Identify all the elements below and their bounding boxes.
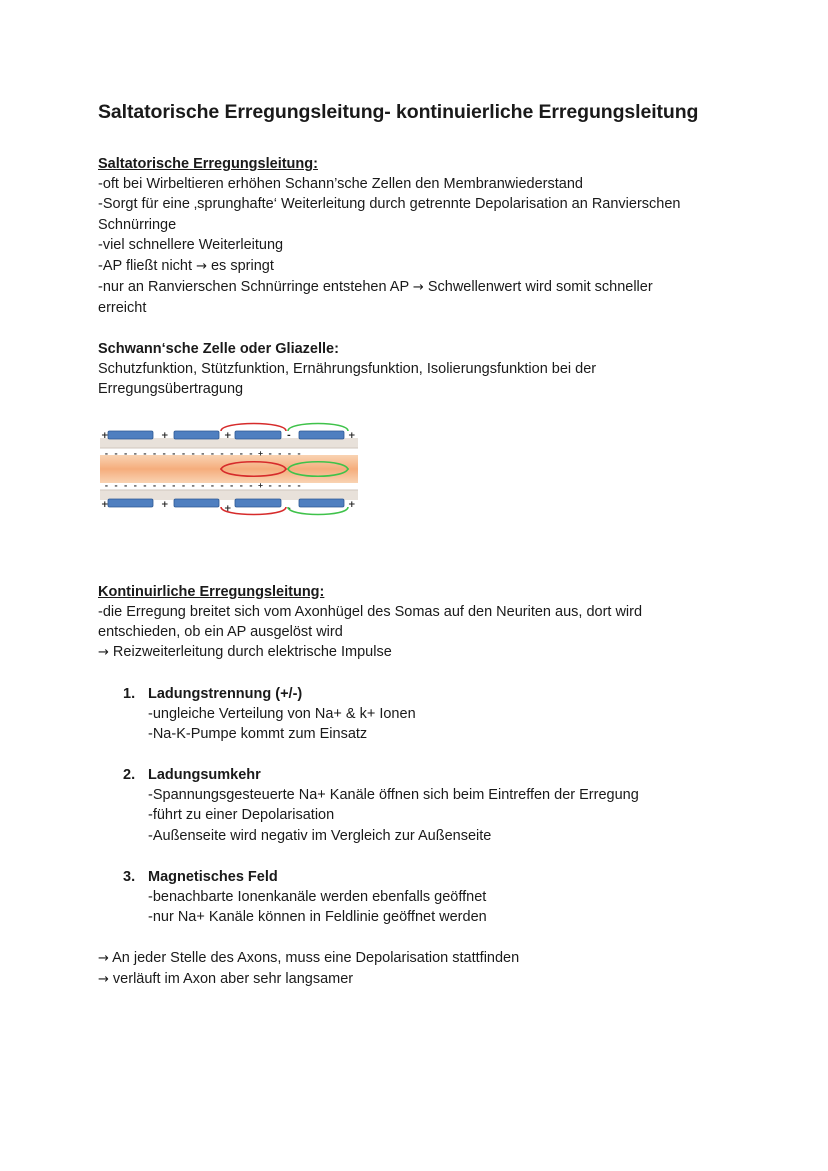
sign-bottom-3: + (224, 503, 232, 514)
conclusion-text: An jeder Stelle des Axons, muss eine Depolarisation stattfinden (108, 949, 520, 966)
saltatorisch-heading: Saltatorische Erregungsleitung: (98, 156, 318, 172)
schwann-heading: Schwann‘sche Zelle oder Gliazelle: (98, 340, 339, 357)
arrow-icon: → (196, 258, 207, 274)
schwann-line-2: Erregungsübertragung (98, 381, 244, 398)
sign-top-5: + (348, 430, 356, 441)
page-title: Saltatorische Erregungsleitung- kontinuierliche Erregungsleitung (98, 101, 699, 123)
ranvier-prefix: -nur an Ranvierschen Schnürringe entstehen AP (98, 279, 409, 296)
saltatorisch-line-4: -viel schnellere Weiterleitung (98, 237, 284, 254)
step-line: -Außenseite wird negativ im Vergleich zur Außenseite (148, 827, 492, 844)
arrow-icon: → (98, 950, 109, 966)
impulse-text: Reizweiterleitung durch elektrische Impulse (108, 644, 392, 661)
kontinuierlich-impulse-line (98, 642, 738, 663)
red-loop-top-outer (221, 423, 286, 431)
arrow-icon: → (412, 280, 424, 296)
axon-diagram-svg (100, 410, 360, 520)
conclusion-line-2 (98, 969, 738, 990)
step-title: Ladungstrennung (+/-) (148, 685, 303, 702)
step-item (98, 765, 738, 846)
kontinuierlich-heading: Kontinuirliche Erregungsleitung: (98, 583, 325, 600)
saltatory-conduction-diagram (100, 410, 360, 520)
step-line: -Spannungsgesteuerte Na+ Kanäle öffnen sich beim Eintreffen der Erregung (148, 787, 639, 804)
ranvier-suffix: Schwellenwert wird somit schneller (423, 279, 653, 296)
document-page (98, 98, 738, 991)
axon-core (100, 455, 358, 483)
step-title: Magnetisches Feld (148, 868, 278, 885)
saltatorisch-ranvier-line (98, 277, 738, 298)
saltatorisch-ranvier-cont: erreicht (98, 300, 147, 317)
saltatorisch-ap-line (98, 256, 738, 277)
saltatorisch-line-2: -Sorgt für eine ‚sprunghafte‘ Weiterleitung durch getrennte Depolarisation an Ranvierschen (98, 196, 681, 213)
kontinuierlich-line-2: entschieden, ob ein AP ausgelöst wird (98, 624, 343, 641)
conclusion-text: verläuft im Axon aber sehr langsamer (108, 971, 354, 988)
green-loop-top-outer (288, 423, 348, 431)
inner-charges-bottom: - - - - - - - - - - - - - - - - + - - - - (104, 480, 302, 490)
saltatorisch-line-3: Schnürringe (98, 216, 177, 233)
step-line: -Na-K-Pumpe kommt zum Einsatz (148, 726, 368, 743)
outer-membrane-bottom (100, 490, 358, 500)
step-item (98, 684, 738, 745)
sign-top-4: - (287, 430, 291, 441)
schwann-line-1: Schutzfunktion, Stützfunktion, Ernährungsfunktion, Isolierungsfunktion bei der (98, 360, 597, 377)
ap-prefix: -AP fließt nicht (98, 257, 193, 274)
kontinuierlich-line-1: -die Erregung breitet sich vom Axonhügel des Somas auf den Neuriten aus, dort wird (98, 603, 643, 620)
step-number: 2. (123, 767, 136, 784)
arrow-icon: → (98, 645, 109, 661)
sign-bottom-1: + (101, 499, 109, 510)
step-line: -führt zu einer Depolarisation (148, 807, 335, 824)
sign-top-1: + (101, 430, 109, 441)
step-title: Ladungsumkehr (148, 767, 261, 784)
steps-list (98, 684, 738, 928)
arrow-icon: → (98, 972, 109, 988)
step-item (98, 867, 738, 928)
step-line: -benachbarte Ionenkanäle werden ebenfalls geöffnet (148, 888, 487, 905)
step-number: 1. (123, 685, 136, 702)
sign-bottom-2: + (161, 499, 169, 510)
saltatorisch-line-1: -oft bei Wirbeltieren erhöhen Schann’sche Zellen den Membranwiederstand (98, 176, 583, 192)
conclusion-line-1 (98, 948, 738, 969)
ap-suffix: es springt (206, 257, 274, 274)
green-loop-bottom-outer (288, 507, 348, 515)
sign-top-3: + (224, 430, 232, 441)
step-line: -ungleiche Verteilung von Na+ & k+ Ionen (148, 705, 416, 722)
sign-bottom-4: - (287, 503, 291, 514)
sign-top-2: + (161, 430, 169, 441)
sign-bottom-5: + (348, 499, 356, 510)
inner-charges-top: - - - - - - - - - - - - - - - - + - - - - (104, 448, 302, 458)
step-number: 3. (123, 868, 136, 885)
step-line: -nur Na+ Kanäle können in Feldlinie geöffnet werden (148, 909, 487, 926)
